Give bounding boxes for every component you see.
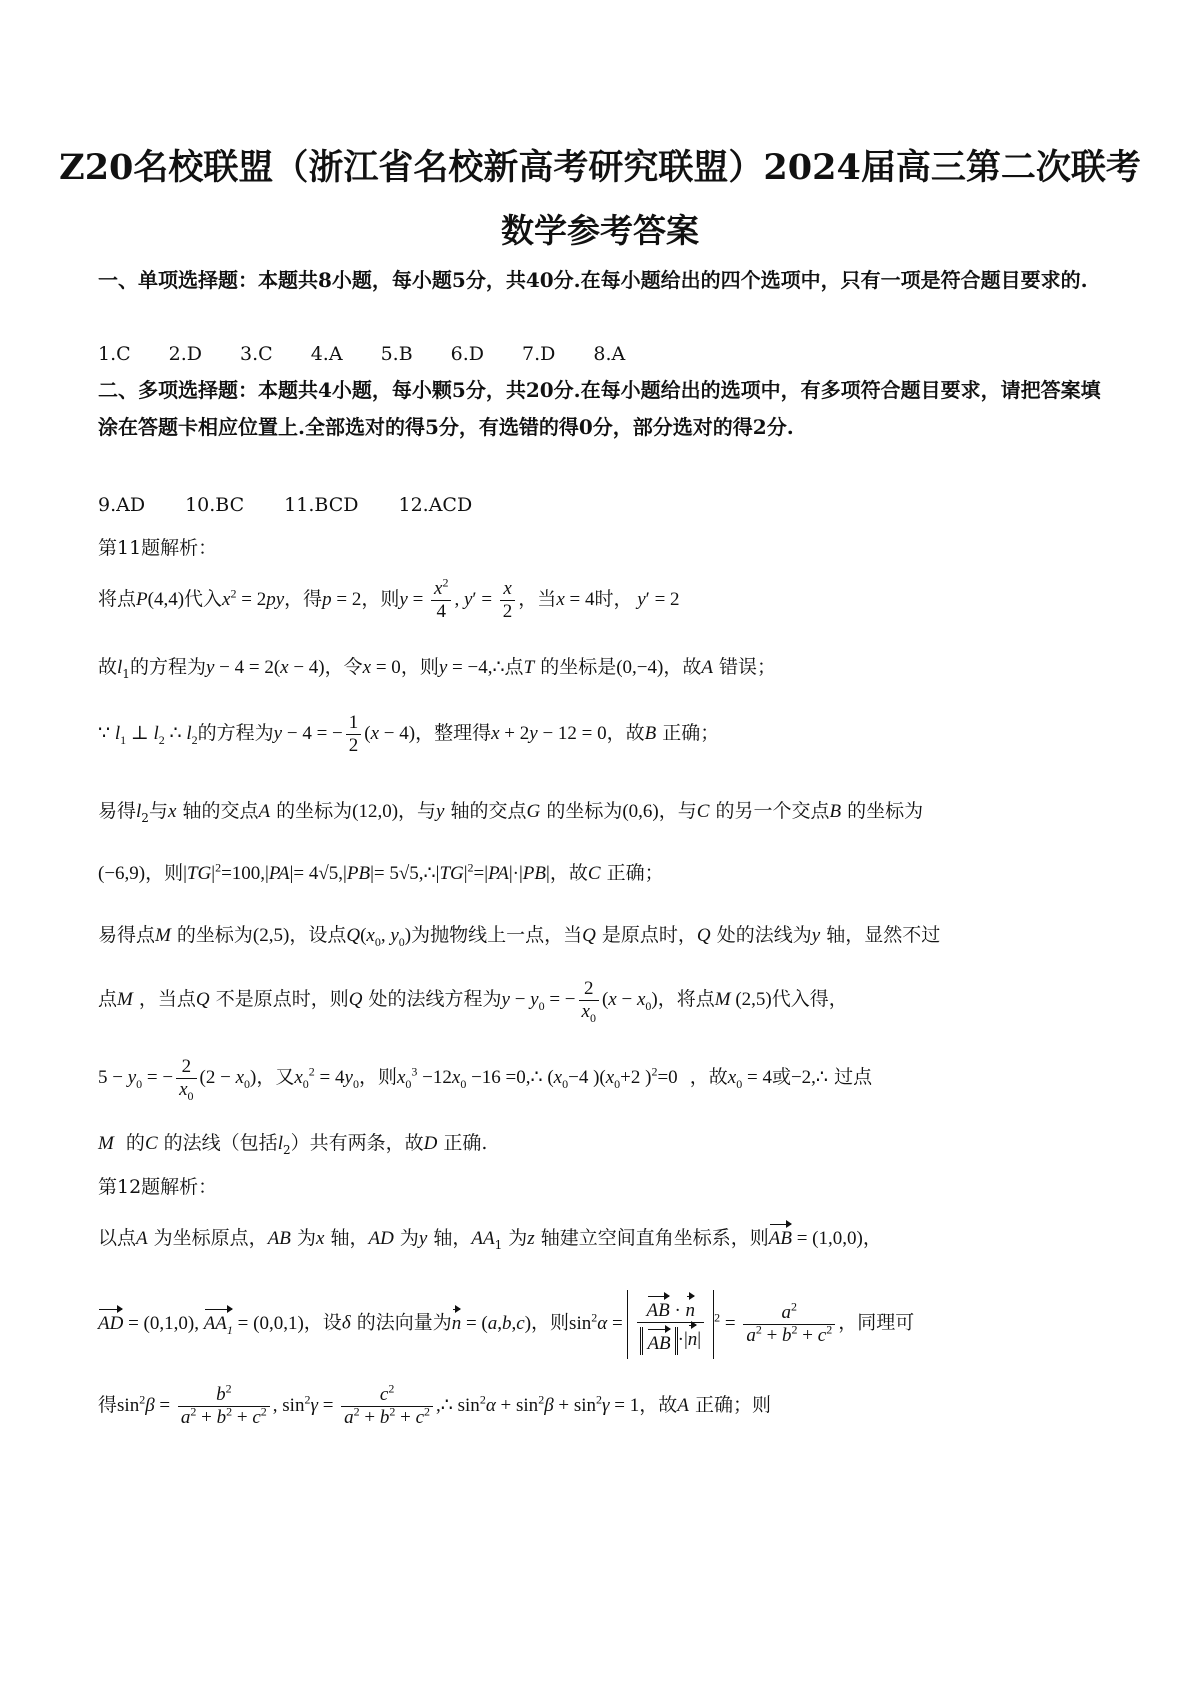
page-subtitle: 数学参考答案 <box>501 211 699 250</box>
answer-item: 4.A <box>310 343 343 365</box>
q11-heading: 第11题解析： <box>98 537 218 559</box>
q11-line6: 易得点M 的坐标为(2,5)，设点$Q(x_0$, $y_0$)为抛物线上一点，当Q 是原点时，Q 处的法线为y 轴，显然不过 <box>98 924 941 949</box>
answer-item: 9.AD <box>98 494 146 516</box>
section2-heading: 二、多项选择题：本题共4小题，每小颗5分，共20分.在每小题给出的选项中，有多项符合题目要求，请把答案填涂在答题卡相应位置上.全部选对的得5分，有选错的得0分，部分选对的得2分. <box>98 378 1101 439</box>
q12-line2: AD = (0,1,0), $AA_1 = (0,0,1)$，设δ 的法向量为n = (a,b,c)，则$\sin^2\alpha$ = $\frac{AB \cdot n}{AB \cdot|n|}$ $^2$ = $\frac{a^2}{a^2 + b^2 + c^2}$ ，同理可 <box>98 1290 914 1359</box>
answer-item: 2.D <box>168 343 203 365</box>
answer-item: 11.BCD <box>284 494 359 516</box>
answer-item: 8.A <box>593 343 626 365</box>
q11-line9: M 的C 的法线（包括$l_2$）共有两条，故D 正确. <box>98 1132 488 1157</box>
answer-item: 10.BC <box>185 494 245 516</box>
page-title: Z20名校联盟（浙江省名校新高考研究联盟）2024届高三第二次联考 <box>59 147 1141 188</box>
q12-line1: 以点A 为坐标原点，AB 为x 轴，AD 为y 轴，$AA_1$ 为z 轴建立空间直角坐标系，则AB = (1,0,0)， <box>98 1222 882 1250</box>
answer-item: 5.B <box>380 343 413 365</box>
q11-line4: 易得$l_2$与x 轴的交点A 的坐标为(12,0)，与y 轴的交点G 的坐标为(0,6)，与C 的另一个交点B 的坐标为 <box>98 800 924 825</box>
q11-line8: $5 - y_0$ = − $\frac{2}{x_0}$ $(2 - x_0)$，又$x_0^2 = 4y_0$，则$x_0^3 -12x_0 -16$ =0,∴ ($x_0-4$ )($x_0+2$ )$^2$=0 ，故$x_0 = 4$或−2,∴ 过点 <box>98 1056 873 1103</box>
q11-line3: ∵ $l_1$ ⊥ $l_2$ ∴ $l_2$的方程为y − 4 = − $\frac{1}{2}$ (x − 4)，整理得x + 2y − 12 = 0，故B 正确； <box>98 712 720 756</box>
answer-item: 6.D <box>450 343 485 365</box>
q12-heading: 第12题解析： <box>98 1176 218 1198</box>
q11-line7: 点M ，当点Q 不是原点时，则Q 处的法线方程为$y - y_0$ = − $\frac{2}{x_0}$ $(x - x_0)$，将点M (2,5)代入得， <box>98 978 848 1025</box>
answer-item: 7.D <box>522 343 556 365</box>
answer-item: 3.C <box>240 343 273 365</box>
section1-heading: 一、单项选择题：本题共8小题，每小题5分，共40分.在每小题给出的四个选项中，只有一项是符合题目要求的. <box>98 268 1088 292</box>
answer-item: 12.ACD <box>398 494 473 516</box>
section2-answers <box>98 494 1118 516</box>
q11-line2: 故$l_1$的方程为y − 4 = 2(x − 4)，令x = 0，则y = −4,∴点T 的坐标是(0,−4)，故A 错误； <box>98 656 777 681</box>
q11-line5: (−6,9)，则$|TG|^2=100,|PA|= 4√5,|PB|=$ $5√5,\therefore|TG|^2=|PA|\cdot|PB|$，故C 正确； <box>98 860 664 884</box>
q12-line3: 得$\sin^2\beta$ = $\frac{b^2}{a^2 + b^2 + c^2}$ , $\sin^2\gamma$ = $\frac{c^2}{a^2 + b^2 + c^2}$ ,∴ $\sin^2\alpha + \sin^2\beta + \sin^2\gamma = 1$，故A 正确；则 <box>98 1381 771 1428</box>
section1-answers <box>98 343 1118 365</box>
answer-item: 1.C <box>98 343 131 365</box>
q11-line1: 将点P(4,4)代入$x^2 = 2py$，得p = 2，则y = $\frac{x^2}{4}$ , y′ = $\frac{x}{2}$ ，当x = 4时， y′ = 2 <box>98 575 680 622</box>
